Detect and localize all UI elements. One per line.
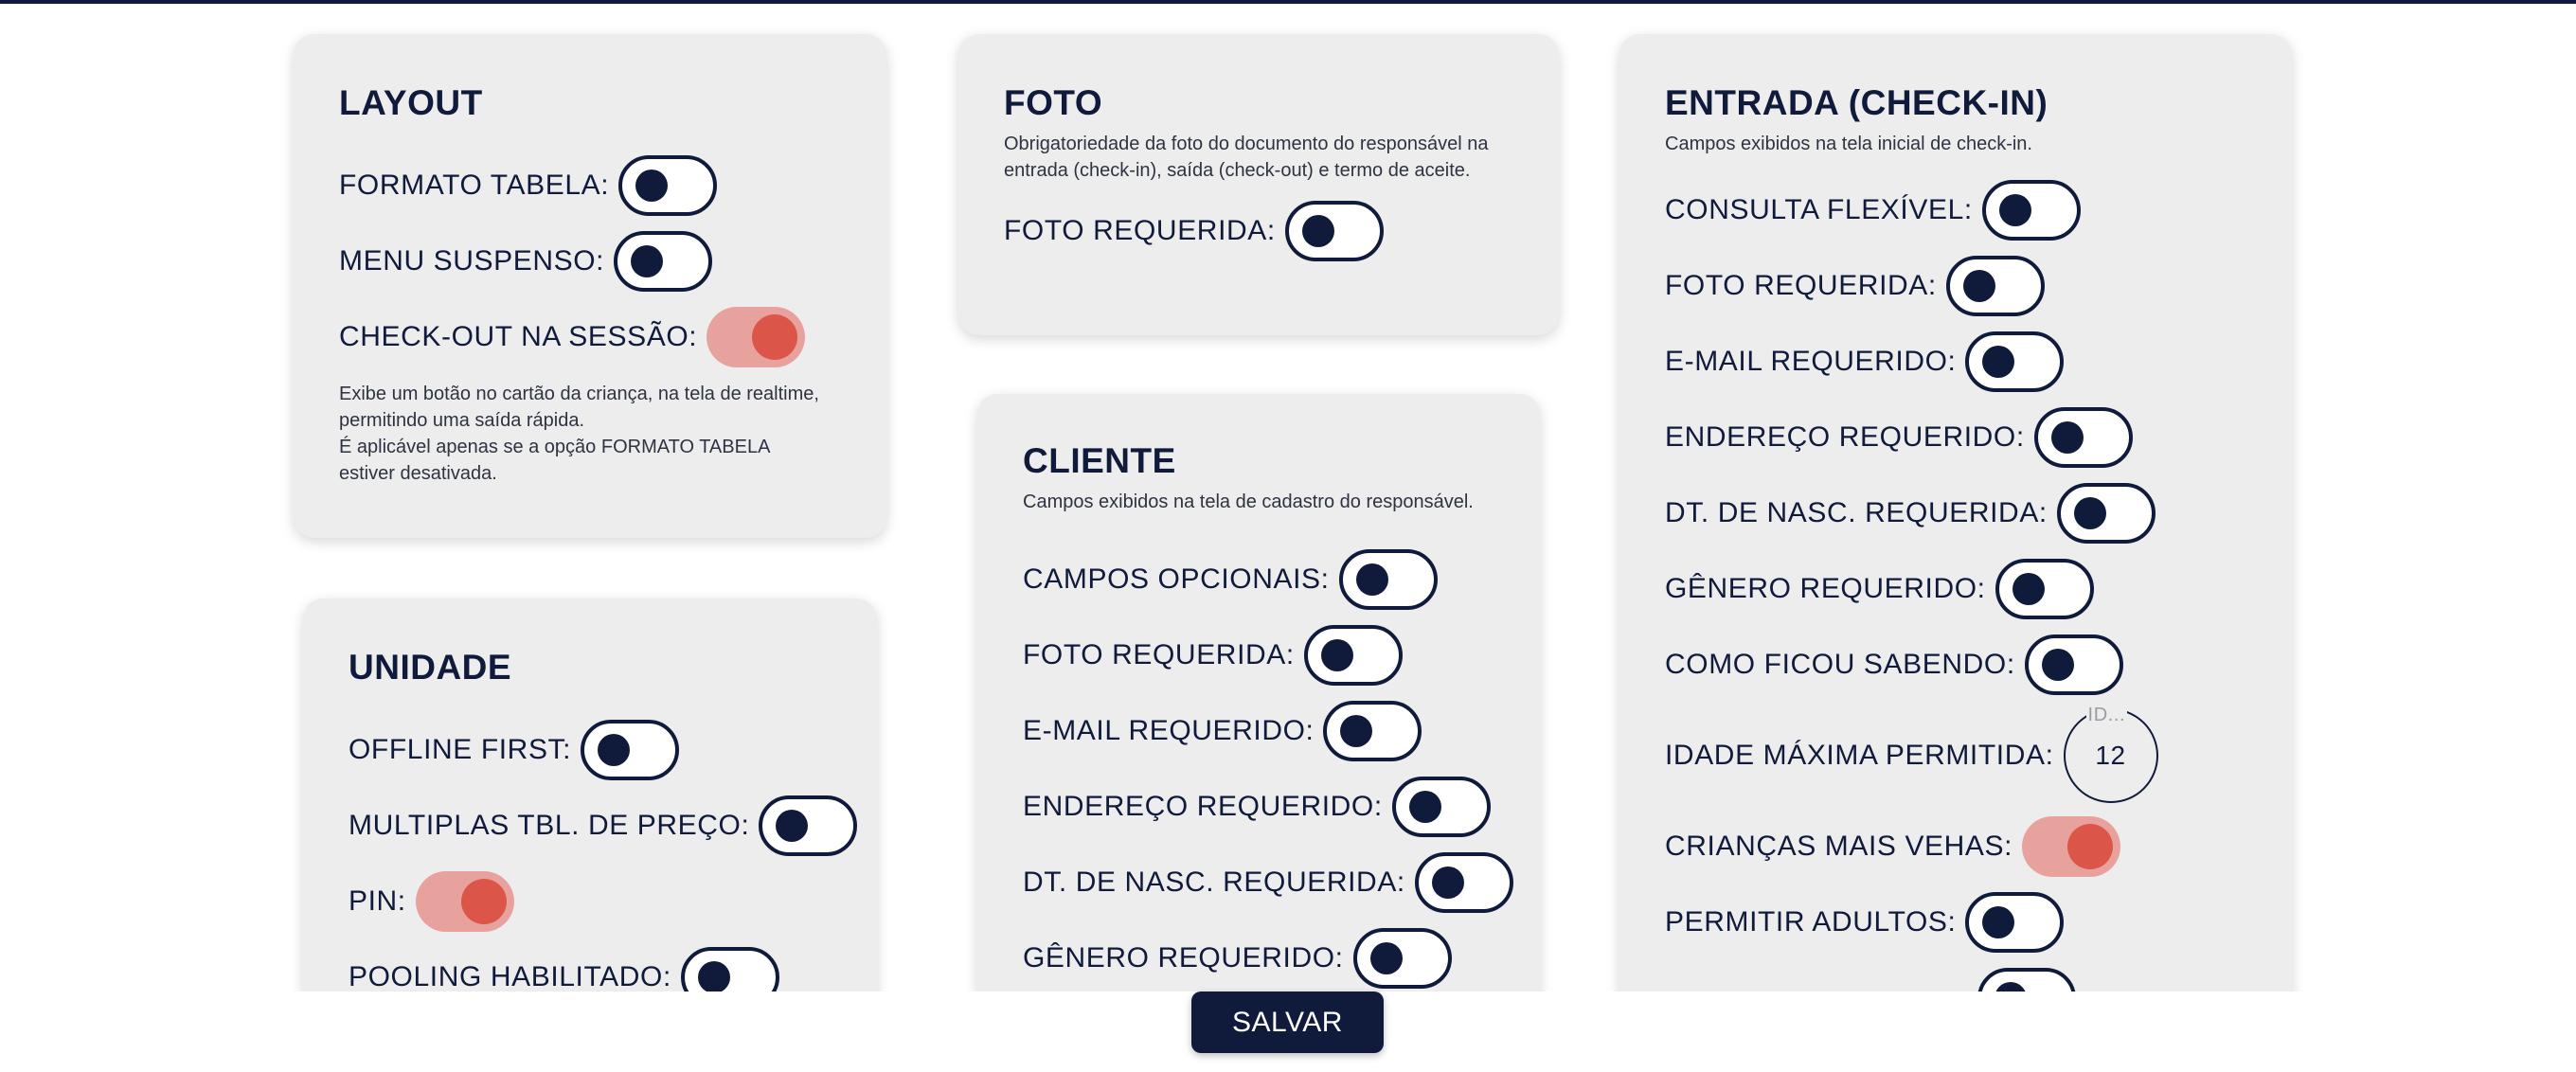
layout-note	[339, 381, 841, 487]
entrada-card	[1619, 34, 2292, 992]
toggle-knob	[776, 810, 808, 842]
toggle-label: FOTO REQUERIDA:	[1004, 215, 1276, 246]
max-age-input[interactable]	[2064, 705, 2158, 803]
menu-suspenso-toggle[interactable]	[614, 231, 712, 292]
entrada-email-requerido-toggle[interactable]	[1965, 331, 2064, 392]
toggle-row-permitir-adultos	[1665, 884, 2246, 960]
toggle-row-email-requerido	[1665, 324, 2246, 400]
toggle-knob	[1340, 715, 1372, 747]
toggle-knob	[635, 170, 668, 202]
entrada-endereco-requerido-toggle[interactable]	[2034, 407, 2133, 468]
max-age-placeholder: ID...	[2087, 705, 2126, 725]
toggle-knob	[1999, 194, 2031, 226]
toggle-row-pin	[349, 864, 832, 939]
toggle-label: ENDEREÇO REQUERIDO:	[1665, 421, 2025, 453]
cliente-endereco-requerido-toggle[interactable]	[1392, 777, 1491, 837]
toggle-row-foto-requerida	[1665, 248, 2246, 324]
foto-card-description	[1004, 131, 1513, 184]
toggle-label: FOTO REQUERIDA:	[1023, 639, 1295, 670]
toggle-row-consulta-flexivel	[1665, 172, 2246, 248]
pin-toggle[interactable]	[416, 871, 514, 932]
toggle-row-offline-first	[349, 712, 832, 788]
toggle-label: CRIANÇAS MAIS VEHAS:	[1665, 831, 2013, 862]
toggle-row-genero	[1665, 551, 2246, 627]
entrada-dt-nasc-toggle[interactable]	[2057, 483, 2156, 544]
foto-card	[958, 34, 1559, 335]
toggle-knob	[631, 245, 663, 277]
toggle-label: COMO FICOU SABENDO:	[1665, 649, 2015, 680]
toggle-knob	[598, 734, 630, 766]
checkout-sessao-toggle[interactable]	[707, 307, 805, 367]
layout-card	[294, 34, 886, 538]
toggle-row-foto-requerida	[1023, 617, 1494, 693]
toggle-row-foto-requerida	[1004, 193, 1513, 269]
toggle-row-como-ficou-sabendo	[1665, 627, 2246, 703]
toggle-label: MENU SUSPENSO:	[339, 245, 605, 277]
toggle-knob	[1302, 215, 1334, 247]
cliente-dt-nasc-toggle[interactable]	[1415, 852, 1513, 913]
toggle-label: E-MAIL REQUERIDO:	[1023, 715, 1315, 746]
cliente-genero-requerido-toggle[interactable]	[1353, 928, 1452, 989]
toggle-row-genero	[1023, 920, 1494, 992]
entrada-genero-requerido-toggle[interactable]	[1995, 559, 2094, 619]
toggle-label: PIN:	[349, 885, 406, 917]
desc-line: Obrigatoriedade da foto do documento do responsável na	[1004, 134, 1489, 154]
toggle-row-dt-nasc	[1665, 475, 2246, 551]
save-button[interactable]: SALVAR	[1191, 992, 1384, 1053]
hidden-toggle[interactable]	[1977, 968, 2076, 992]
toggle-knob	[1982, 346, 2014, 378]
toggle-label: GÊNERO REQUERIDO:	[1023, 942, 1344, 974]
toggle-row-endereco-requerido	[1023, 769, 1494, 845]
toggle-knob	[1370, 942, 1403, 974]
toggle-knob	[1356, 563, 1388, 596]
toggle-label: PERMITIR ADULTOS:	[1665, 906, 1957, 938]
toggle-label: DT. DE NASC. REQUERIDA:	[1023, 867, 1405, 898]
entrada-card-title: ENTRADA (CHECK-IN)	[1665, 83, 2048, 122]
max-age-label: IDADE MÁXIMA PERMITIDA:	[1665, 740, 2054, 771]
toggle-row-cut-off	[1665, 960, 2246, 992]
note-line: Exibe um botão no cartão da criança, na tela de realtime,	[339, 384, 819, 404]
toggle-row-campos-opcionais	[1023, 542, 1494, 617]
toggle-label: MULTIPLAS TBL. DE PREÇO:	[349, 810, 750, 841]
toggle-row-formato-tabela	[339, 148, 841, 223]
toggle-label: E-MAIL REQUERIDO:	[1665, 346, 1957, 377]
toggle-knob	[1321, 639, 1353, 671]
entrada-card-description: Campos exibidos na tela inicial de check-in.	[1665, 134, 2032, 154]
toggle-row-dt-nasc	[1023, 845, 1494, 920]
pooling-habilitado-toggle[interactable]	[681, 947, 779, 992]
note-line: permitindo uma saída rápida.	[339, 410, 585, 431]
max-age-row	[1665, 703, 2246, 809]
cliente-email-requerido-toggle[interactable]	[1323, 701, 1422, 761]
toggle-knob	[2012, 573, 2045, 605]
toggle-knob	[2067, 824, 2113, 869]
toggle-label: CONSULTA FLEXÍVEL:	[1665, 194, 1973, 225]
unidade-card	[303, 599, 877, 992]
toggle-knob	[2051, 421, 2084, 454]
toggle-knob	[461, 879, 507, 924]
toggle-label: GÊNERO REQUERIDO:	[1665, 573, 1986, 604]
toggle-knob	[1995, 982, 2027, 992]
toggle-label: DT. DE NASC. REQUERIDA:	[1665, 497, 2048, 528]
toggle-knob	[1982, 906, 2014, 938]
toggle-knob	[752, 314, 797, 360]
toggle-row-criancas-mais-velhas	[1665, 809, 2246, 884]
consulta-flexivel-toggle[interactable]	[1982, 180, 2081, 241]
toggle-row-email-requerido	[1023, 693, 1494, 769]
toggle-knob	[1432, 867, 1464, 899]
cliente-card-title: CLIENTE	[1023, 441, 1176, 480]
toggle-label: FORMATO TABELA:	[339, 170, 610, 201]
toggle-label: CAMPOS OPCIONAIS:	[1023, 563, 1330, 595]
entrada-foto-requerida-toggle[interactable]	[1946, 256, 2045, 316]
toggle-knob	[1963, 270, 1995, 302]
foto-requerida-toggle[interactable]	[1285, 201, 1384, 261]
criancas-mais-velhas-toggle[interactable]	[2022, 816, 2120, 877]
toggle-row-pooling	[349, 939, 832, 992]
note-line: É aplicável apenas se a opção FORMATO TABELA	[339, 437, 771, 457]
cliente-card	[977, 394, 1540, 992]
toggle-knob	[2042, 649, 2074, 681]
toggle-knob	[1409, 791, 1441, 823]
layout-card-title: LAYOUT	[339, 83, 483, 122]
max-age-value: 12	[2095, 741, 2126, 770]
formato-tabela-toggle[interactable]	[618, 155, 717, 216]
toggle-label: CHECK-OUT NA SESSÃO:	[339, 321, 698, 352]
foto-card-title: FOTO	[1004, 83, 1103, 122]
toggle-label: FOTO REQUERIDA:	[1665, 270, 1937, 301]
offline-first-toggle[interactable]	[581, 720, 679, 780]
toggle-row-multiplas-tbl	[349, 788, 832, 864]
toggle-label: ENDEREÇO REQUERIDO:	[1023, 791, 1383, 822]
toggle-knob	[698, 961, 730, 992]
toggle-label: OFFLINE FIRST:	[349, 734, 572, 765]
note-line: estiver desativada.	[339, 463, 497, 484]
como-ficou-sabendo-toggle[interactable]	[2025, 634, 2123, 695]
toggle-row-checkout-sessao	[339, 299, 841, 375]
toggle-row-endereco-requerido	[1665, 400, 2246, 475]
campos-opcionais-toggle[interactable]	[1339, 549, 1438, 610]
toggle-knob	[2074, 497, 2106, 529]
cliente-foto-requerida-toggle[interactable]	[1304, 625, 1403, 686]
cliente-card-description: Campos exibidos na tela de cadastro do responsável.	[1023, 491, 1474, 512]
permitir-adultos-toggle[interactable]	[1965, 892, 2064, 953]
desc-line: entrada (check-in), saída (check-out) e termo de aceite.	[1004, 160, 1471, 181]
unidade-card-title: UNIDADE	[349, 648, 512, 687]
toggle-label: POOLING HABILITADO:	[349, 961, 671, 992]
multiplas-tbl-preco-toggle[interactable]	[759, 795, 857, 856]
toggle-row-menu-suspenso	[339, 223, 841, 299]
